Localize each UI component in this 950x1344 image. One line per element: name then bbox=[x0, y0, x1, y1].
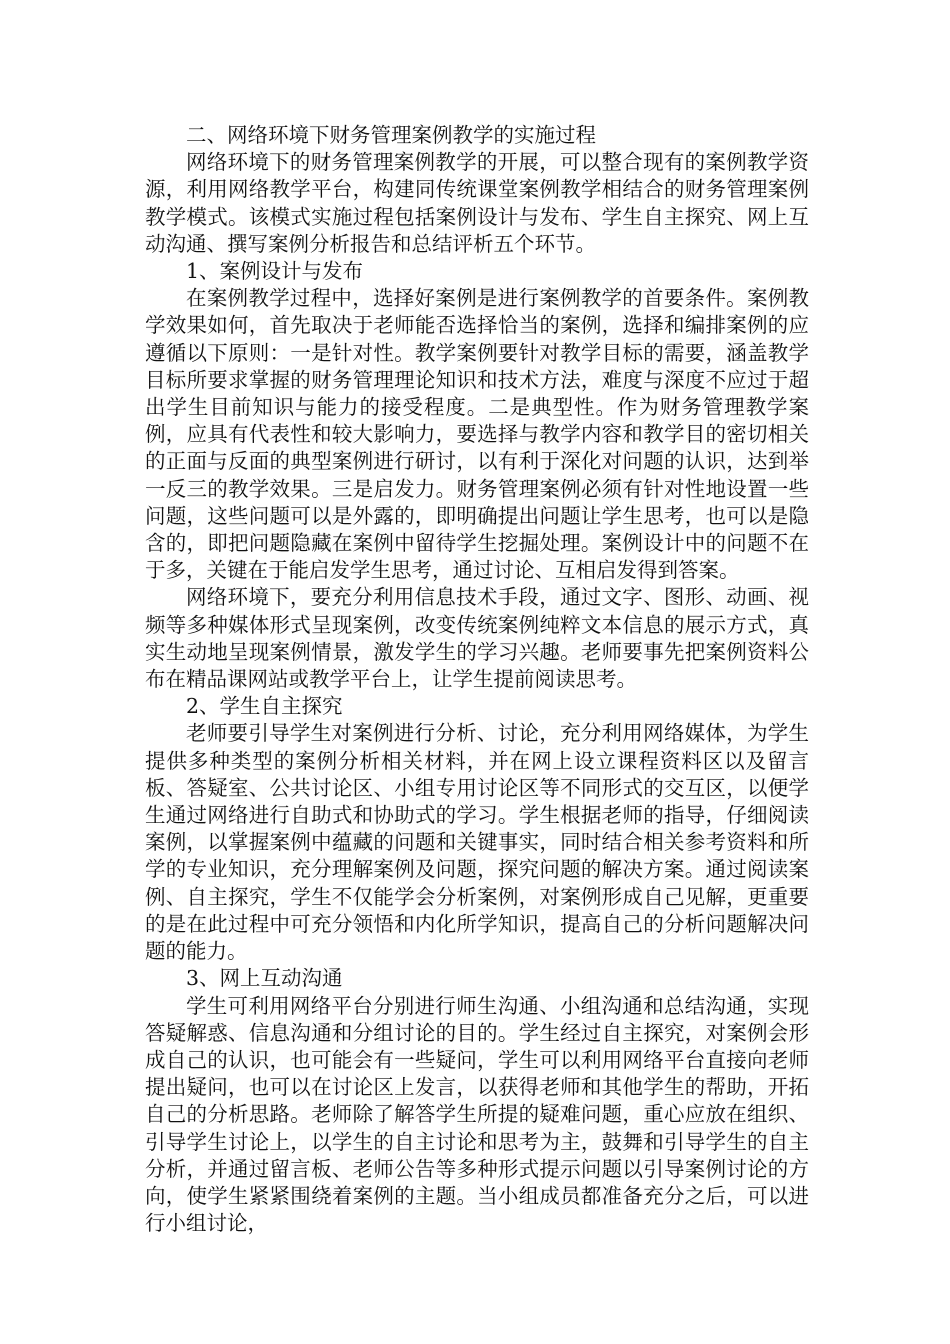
paragraph-case-design-network: 网络环境下，要充分利用信息技术手段，通过文字、图形、动画、视频等多种媒体形式呈现案例，改变传统案例纯粹文本信息的展示方式，真实生动地呈现案例情景，激发学生的学习兴趣。老师要事先把案例资料公布在精品课网站或教学平台上，让学生提前阅读思考。 bbox=[145, 585, 809, 692]
subsection-title-self-exploration: 2、学生自主探究 bbox=[186, 694, 343, 719]
document-page bbox=[145, 122, 809, 1237]
subsection-title-online-interaction: 3、网上互动沟通 bbox=[186, 966, 343, 991]
paragraph-online-interaction: 学生可利用网络平台分别进行师生沟通、小组沟通和总结沟通，实现答疑解惑、信息沟通和分组讨论的目的。学生经过自主探究，对案例会形成自己的认识，也可能会有一些疑问，学生可以利用网络平台直接向老师提出疑问，也可以在讨论区上发言，以获得老师和其他学生的帮助，开拓自己的分析思路。老师除了解答学生所提的疑难问题，重心应放在组织、引导学生讨论上，以学生的自主讨论和思考为主，鼓舞和引导学生的自主分析，并通过留言板、老师公告等多种形式提示问题以引导案例讨论的方向，使学生紧紧围绕着案例的主题。当小组成员都准备充分之后，可以进行小组讨论， bbox=[145, 993, 809, 1236]
subsection-title-case-design: 1、案例设计与发布 bbox=[186, 259, 364, 284]
section-title: 二、网络环境下财务管理案例教学的实施过程 bbox=[186, 123, 596, 147]
paragraph-self-exploration: 老师要引导学生对案例进行分析、讨论，充分利用网络媒体，为学生提供多种类型的案例分析相关材料，并在网上设立课程资料区以及留言板、答疑室、公共讨论区、小组专用讨论区等不同形式的交互区，以便学生通过网络进行自助式和协助式的学习。学生根据老师的指导，仔细阅读案例，以掌握案例中蕴藏的问题和关键事实，同时结合相关参考资料和所学的专业知识，充分理解案例及问题，探究问题的解决方案。通过阅读案例、自主探究，学生不仅能学会分析案例，对案例形成自己见解，更重要的是在此过程中可充分领悟和内化所学知识，提高自己的分析问题解决问题的能力。 bbox=[145, 721, 809, 964]
paragraph-case-design-principles: 在案例教学过程中，选择好案例是进行案例教学的首要条件。案例教学效果如何，首先取决于老师能否选择恰当的案例，选择和编排案例的应遵循以下原则：一是针对性。教学案例要针对教学目标的需要，涵盖教学目标所要求掌握的财务管理理论知识和技术方法，难度与深度不应过于超出学生目前知识与能力的接受程度。二是典型性。作为财务管理教学案例，应具有代表性和较大影响力，要选择与教学内容和教学目的密切相关的正面与反面的典型案例进行研讨，以有利于深化对问题的认识，达到举一反三的教学效果。三是启发力。财务管理案例必须有针对性地设置一些问题，这些问题可以是外露的，即明确提出问题让学生思考，也可以是隐含的，即把问题隐藏在案例中留待学生挖掘处理。案例设计中的问题不在于多，关键在于能启发学生思考，通过讨论、互相启发得到答案。 bbox=[145, 286, 809, 583]
intro-paragraph: 网络环境下的财务管理案例教学的开展，可以整合现有的案例教学资源，利用网络教学平台，构建同传统课堂案例教学相结合的财务管理案例教学模式。该模式实施过程包括案例设计与发布、学生自主探究、网上互动沟通、撰写案例分析报告和总结评析五个环节。 bbox=[145, 150, 809, 256]
